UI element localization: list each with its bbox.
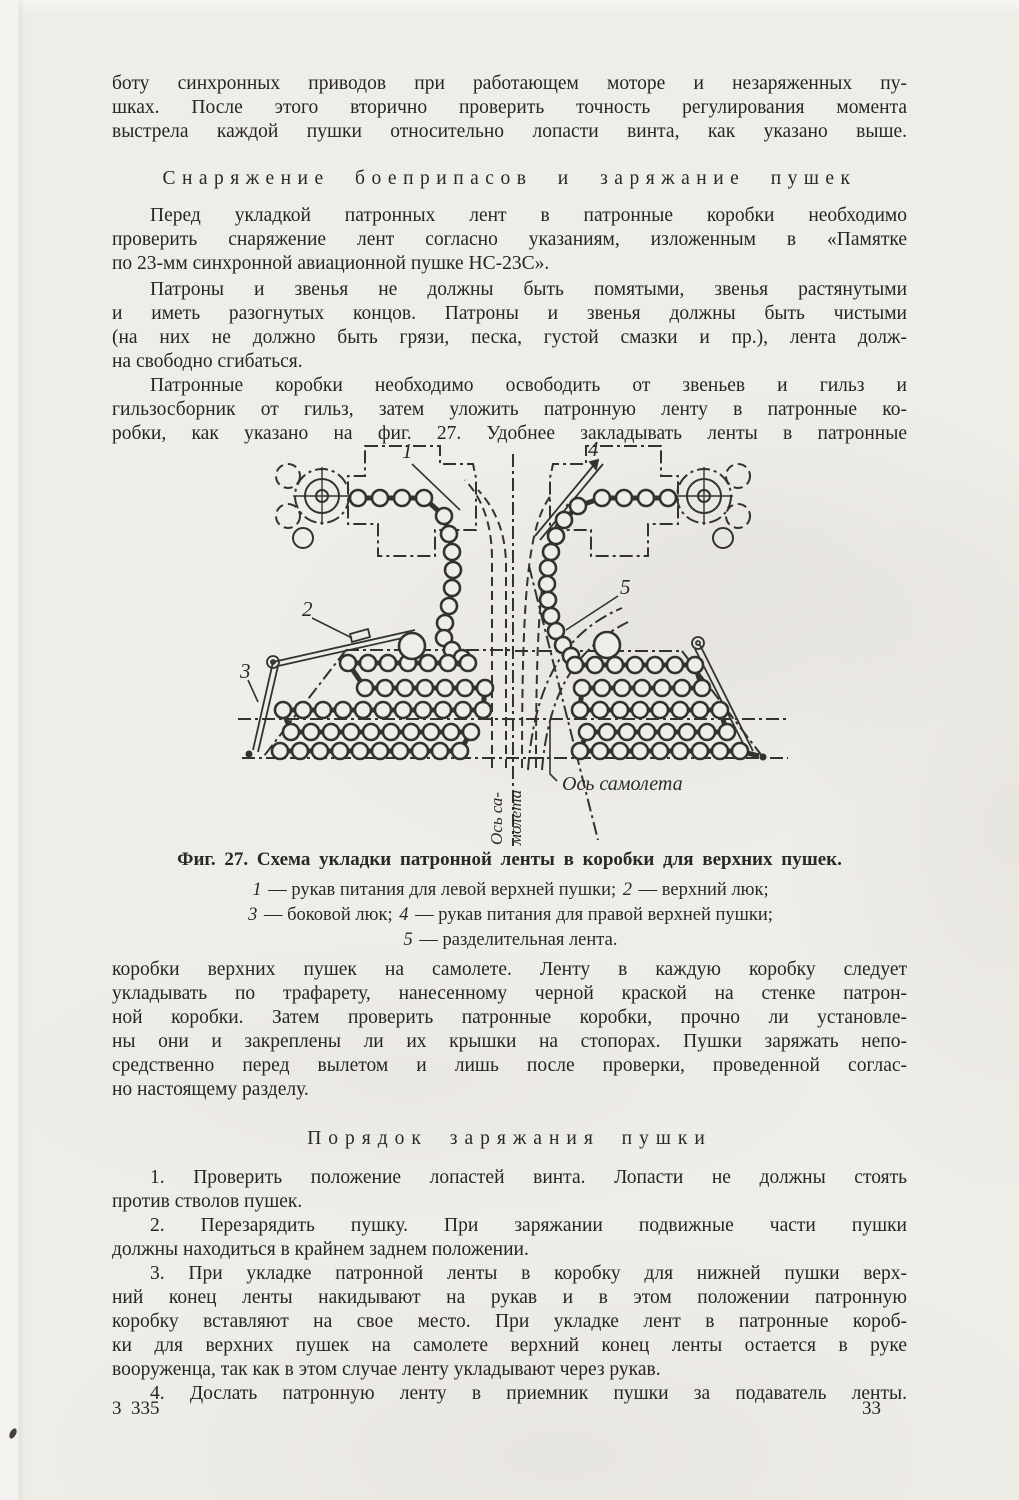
text-line: коробки верхних пушек на самолете. Ленту в каждую коробку следует	[112, 959, 907, 980]
figure-legend	[112, 878, 907, 953]
text-line: шках. После этого вторично проверить точность регулирования момента	[112, 97, 907, 118]
paragraph-1	[112, 72, 907, 144]
paragraph-5	[112, 958, 907, 1102]
legend-number: 1	[252, 880, 262, 900]
paragraph-2	[112, 204, 907, 276]
section-heading-loading-order: Порядок заряжания пушки	[307, 1128, 712, 1149]
text-line: ны они и закреплены ли их крышки на стопорах. Пушки заряжать непо-	[112, 1031, 907, 1052]
text-line: и иметь разогнутых концов. Патроны и звенья должны быть чистыми	[112, 303, 907, 324]
paragraph-4	[112, 374, 907, 446]
legend-number: 5	[403, 930, 413, 950]
paragraph-3	[112, 278, 907, 374]
legend-line	[112, 903, 907, 928]
text-line: по 23-мм синхронной авиационной пушке НС-23С».	[112, 253, 550, 274]
legend-line	[112, 928, 907, 953]
legend-text: — рукав питания для левой верхней пушки;	[263, 880, 621, 900]
text-line: но настоящему разделу.	[112, 1079, 309, 1100]
text-line: ной коробки. Затем проверить патронные коробки, прочно ли установле-	[112, 1007, 907, 1028]
text-line: выстрела каждой пушки относительно лопасти винта, как указано выше.	[112, 121, 907, 142]
callout-3: 3	[240, 659, 251, 683]
aircraft-axis-label-vertical-2: молета	[506, 789, 525, 845]
list-item-line: 1. Проверить положение лопастей винта. Лопасти не должны стоять	[150, 1167, 907, 1188]
list-item-line: 4. Дослать патронную ленту в приемник пушки за подаватель ленты.	[150, 1383, 907, 1404]
figure-27-diagram	[230, 438, 800, 848]
callout-4: 4	[588, 438, 599, 461]
list-item-line: 3. При укладке патронной ленты в коробку для нижней пушки верх-	[150, 1263, 907, 1284]
legend-line	[112, 878, 907, 903]
text-line: Патронные коробки необходимо освободить от звеньев и гильз и	[150, 375, 907, 396]
text-line: Перед укладкой патронных лент в патронные коробки необходимо	[150, 205, 907, 226]
list-item-line: вооруженца, так как в этом случае ленту укладывают через рукав.	[112, 1359, 661, 1380]
aircraft-axis-label-vertical-1: Ось са-	[487, 791, 506, 845]
text-line: (на них не должно быть грязи, песка, густой смазки и пр.), лента долж-	[112, 327, 907, 348]
legend-number: 2	[622, 880, 633, 900]
list-item-line: ки для верхних пушек на самолете верхний конец ленты остается в руке	[112, 1335, 907, 1356]
callout-2: 2	[302, 597, 313, 621]
legend-number: 3	[248, 905, 258, 925]
numbered-list	[112, 1166, 907, 1406]
text-line: гильзосборник от гильз, затем уложить патронную ленту в патронные ко-	[112, 399, 907, 420]
legend-text: — рукав питания для правой верхней пушки;	[410, 905, 773, 925]
callout-1: 1	[402, 439, 413, 463]
text-line: Патроны и звенья не должны быть помятыми, звенья растянутыми	[150, 279, 907, 300]
structure-outlines	[238, 446, 788, 846]
page-number: 33	[862, 1398, 881, 1419]
callout-5: 5	[620, 575, 631, 599]
text-line: средственно перед вылетом и лишь после проверки, проведенной соглас-	[112, 1055, 907, 1076]
legend-number: 4	[399, 905, 409, 925]
signature-mark: 3 335	[112, 1398, 160, 1419]
aircraft-axis-label-horizontal: Ось самолета	[562, 773, 683, 795]
legend-text: — боковой люк;	[259, 905, 398, 925]
text-line: боту синхронных приводов при работающем моторе и незаряженных пу-	[112, 73, 907, 94]
section-heading-ammunition: Снаряжение боеприпасов и заряжание пушек	[162, 168, 857, 189]
list-item-line: ний конец ленты накидывают на рукав и в этом положении патронную	[112, 1287, 907, 1308]
list-item-line: коробку вставляют на свое место. При укладке лент в патронные короб-	[112, 1311, 907, 1332]
text-line: проверить снаряжение лент согласно указаниям, изложенным в «Памятке	[112, 229, 907, 250]
list-item-line: 2. Перезарядить пушку. При заряжании подвижные части пушки	[150, 1215, 907, 1236]
ink-speck	[8, 1427, 18, 1440]
list-item-line: должны находиться в крайнем заднем положении.	[112, 1239, 529, 1260]
figure-caption-title: Фиг. 27. Схема укладки патронной ленты в коробки для верхних пушек.	[177, 849, 842, 870]
text-line: робки, как указано на фиг. 27. Удобнее закладывать ленты в патронные	[112, 423, 907, 444]
legend-text: — верхний люк;	[634, 880, 769, 900]
legend-text: — разделительная лента.	[414, 930, 618, 950]
list-item-line: против стволов пушек.	[112, 1191, 303, 1212]
text-line: на свободно сгибаться.	[112, 351, 303, 372]
text-line: укладывать по трафарету, нанесенному черной краской на стенке патрон-	[112, 983, 907, 1004]
